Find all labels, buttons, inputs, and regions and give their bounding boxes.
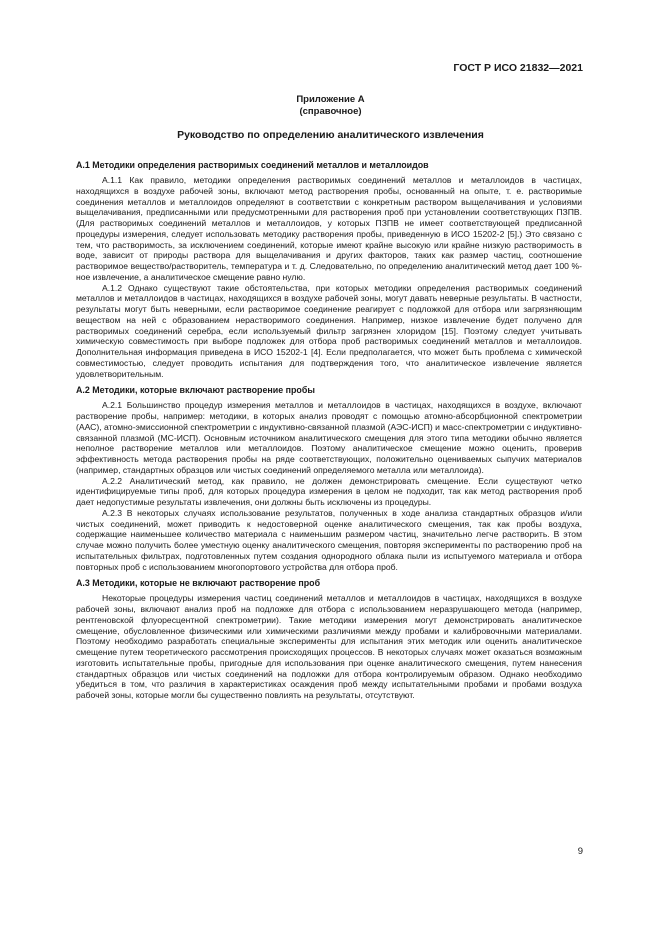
section-heading: А.1 Методики определения растворимых соединений металлов и металлоидов [76,160,429,170]
annex-main-title: Руководство по определению аналитического извлечения [177,129,484,141]
standard-code: ГОСТ Р ИСО 21832—2021 [453,62,583,74]
section-a3 [76,578,582,701]
annex-title-block [0,94,661,118]
paragraph: А.2.2 Аналитический метод, как правило, не должен демонстрировать смещение. Если существуют четко идентифицируемые типы проб, для которых процедура измерения в целом не подходит, так как метод растворения проб дает недопустимые результаты извлечения, они должны быть исключены из процедуры. [76,475,582,507]
annex-type: (справочное) [299,106,362,117]
document-body [76,160,582,707]
page-number: 9 [577,846,583,857]
paragraph: Некоторые процедуры измерения частиц соединений металлов и металлоидов в частицах, находящихся в воздухе рабочей зоны, включают анализ проб на подложке для отбора с использованием неразрушающего метода (например, рентгеновской флуоресцентной спектрометрии). Такие методики измерения могут демонстрировать аналитическое смещение, обусловленное физическими или химическими различиями между пробами и калибровочными материалами. Поэтому необходимо разработать специальные эксперименты для испытания этих методик или оценить аналитическое смещение путем теоретического рассмотрения происходящих процессов. В некоторых случаях может оказаться возможным изготовить испытательные пробы, пригодные для использования при оценке аналитического смещения, путем нанесения стандартных образцов или чистых соединений на подложки для отбора контролируемым образом. Однако необходимо убедиться в том, что различия в характеристиках осаждения проб между испытательными пробами и пробами воздуха рабочей зоны, которые могли бы существенно повлиять на результаты, отсутствуют. [76,593,582,700]
section-a2 [76,385,582,572]
section-a1 [76,160,582,379]
paragraph: А.2.1 Большинство процедур измерения металлов и металлоидов в частицах, находящихся в воздухе, включают растворение пробы, например: методики, в которых анализ проводят с помощью атомно-абсорбционной спектрометрии (ААС), атомно-эмиссионной спектрометрии с индуктивно-связанной плазмой (АЭС-ИСП) и масс-спектрометрии с индуктивно-связанной плазмой (МС-ИСП). Основным источником аналитического смещения для этого типа методики обычно является неполное растворение металлов или металлоидов. Поэтому аналитическое смещение можно оценить, проверив эффективность метода растворения пробы на ряде соответствующих, положительно оцениваемых сыпучих материалов (например, стандартных образцов или чистых соединений определяемого металла или металлоида). [76,400,582,475]
paragraph: А.1.2 Однако существуют такие обстоятельства, при которых методики определения растворимых соединений металлов и металлоидов в частицах, находящихся в воздухе рабочей зоны, могут давать неверные результаты. В частности, результаты могут быть неверными, если растворимое соединение реагирует с подложкой для отбора или загрязняющим веществом на ней с образованием нерастворимого соединения. Например, низкое извлечение будет получено для растворимых соединений серебра, если используемый фильтр загрязнен хлоридом [15]. Поэтому следует учитывать химическую совместимость при выборе подложек для отбора проб растворимых соединений металлов и металлоидов. Дополнительная информация приведена в ИСО 15202-1 [4]. Если предполагается, что может быть проблема с химической совместимостью, следует проводить испытания для подтверждения того, что аналитическое извлечение является удовлетворительным. [76,282,582,379]
paragraph: А.1.1 Как правило, методики определения растворимых соединений металлов и металлоидов в частицах, находящихся в воздухе рабочей зоны, включают метод растворения пробы, основанный на опыте, т. е. растворимые соединения металлов и металлоидов определяют в соответствии с конкретным раствором выщелачивания и условиями выщелачивания, предписанными или предусмотренными для растворения проб при установлении соответствующих ПЗПВ. (Для растворимых соединений металлов и металлоидов, у которых ПЗПВ не имеет соответствующей предписанной процедуры измерения, следует использовать методику растворения пробы, приведенную в ИСО 15202-2 [5].) Это связано с тем, что растворимость, за исключением соединений, которые имеют крайне высокую или крайне низкую растворимость в воде, зависит от природы раствора для выщелачивания и других факторов, таких как размер частиц, соотношение растворимое вещество/растворитель, температура и т. д. Следовательно, по определению аналитический метод дает 100 %-ное извлечение, а аналитическое смещение равно нулю. [76,175,582,282]
section-heading: А.2 Методики, которые включают растворение пробы [76,385,315,396]
annex-label: Приложение А [296,94,365,105]
paragraph: А.2.3 В некоторых случаях использование результатов, полученных в ходе анализа стандартных образцов и/или чистых соединений, может приводить к недостоверной оценке аналитического смещения, так как пробы воздуха, содержащие наименьшее количество материала с наименьшим размером частиц, значительно легче растворить. В этом случае можно получить более уместную оценку аналитического смещения, повторяя эксперименты по растворению проб на испытательных фильтрах, подготовленных путем создания однородного облака пыли из испытуемого материала и отбора повторных проб с использованием многопортового устройства для отбора проб. [76,507,582,572]
section-heading: А.3 Методики, которые не включают растворение проб [76,578,321,589]
